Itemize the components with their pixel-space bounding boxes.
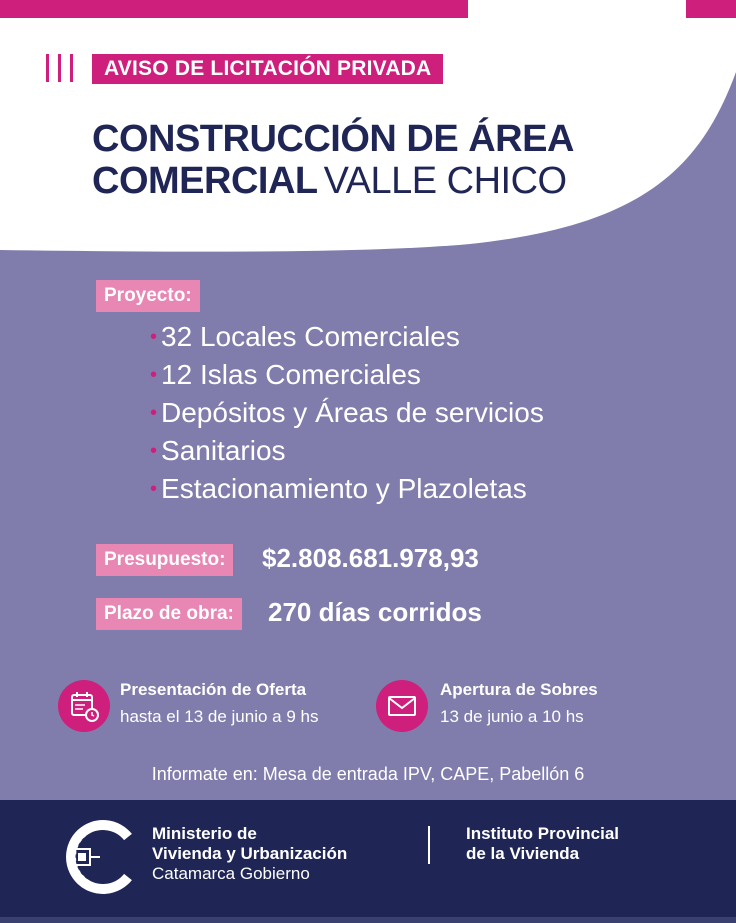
envelope-icon — [376, 680, 428, 732]
bullet-icon: • — [150, 440, 158, 462]
ministry-line-2: Vivienda y Urbanización — [152, 844, 348, 863]
bullet-icon: • — [150, 402, 158, 424]
top-accent-bar-left — [0, 0, 468, 18]
opening-title: Apertura de Sobres — [440, 680, 598, 699]
footer-divider — [428, 826, 430, 864]
list-item: • Depósitos y Áreas de servicios — [150, 397, 544, 428]
ministry-name — [152, 824, 347, 884]
list-item: • 32 Locales Comerciales — [150, 321, 460, 352]
page-title — [92, 118, 574, 202]
offer-detail: hasta el 13 de junio a 9 hs — [120, 707, 319, 726]
ministry-logo-icon — [62, 815, 142, 899]
term-value: 270 días corridos — [268, 597, 482, 627]
title-bold-part: COMERCIAL — [92, 160, 318, 202]
list-item: • 12 Islas Comerciales — [150, 359, 421, 390]
calendar-clock-icon — [58, 680, 110, 732]
notice-label: AVISO DE LICITACIÓN PRIVADA — [92, 54, 443, 84]
budget-value: $2.808.681.978,93 — [262, 543, 479, 573]
list-item: • Sanitarios — [150, 435, 286, 466]
budget-label: Presupuesto: — [96, 544, 233, 576]
bullet-icon: • — [150, 326, 158, 348]
institute-line-1: Instituto Provincial — [466, 824, 620, 843]
project-list — [150, 318, 544, 508]
institute-line-2: de la Vivienda — [466, 844, 580, 863]
project-label: Proyecto: — [96, 280, 200, 312]
title-light-part: VALLE CHICO — [323, 160, 567, 202]
list-item: • Estacionamiento y Plazoletas — [150, 473, 527, 504]
title-line-2 — [92, 160, 574, 202]
bullet-icon: • — [150, 478, 158, 500]
decorative-stripes — [46, 54, 78, 82]
title-line-1: CONSTRUCCIÓN DE ÁREA — [92, 118, 574, 160]
ministry-line-3: Catamarca Gobierno — [152, 864, 310, 883]
ministry-line-1: Ministerio de — [152, 824, 257, 843]
opening-detail: 13 de junio a 10 hs — [440, 707, 584, 726]
footer-bottom-strip — [0, 917, 736, 923]
term-label: Plazo de obra: — [96, 598, 242, 630]
bullet-icon: • — [150, 364, 158, 386]
offer-title: Presentación de Oferta — [120, 680, 307, 699]
institute-name — [466, 824, 619, 864]
top-accent-bar-right — [686, 0, 736, 18]
info-text: Informate en: Mesa de entrada IPV, CAPE, Pabellón 6 — [151, 764, 585, 784]
